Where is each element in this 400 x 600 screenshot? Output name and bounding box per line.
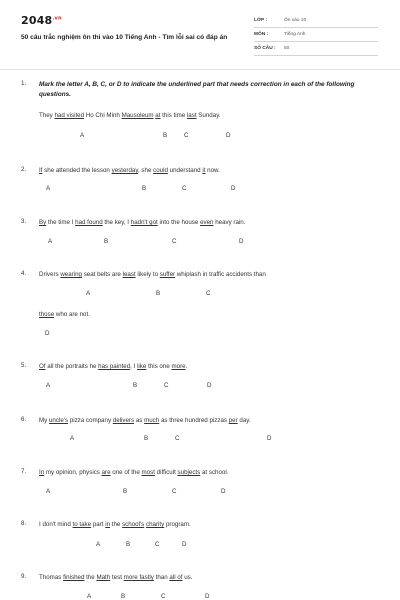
question-sentence [39, 573, 384, 582]
answer-option-d[interactable]: D [182, 541, 187, 548]
answer-option-d[interactable]: D [45, 330, 50, 337]
sentence-text: as three hundred pizzas [159, 417, 229, 424]
sentence-text: the key, I [102, 219, 131, 226]
question-number: 9. [21, 573, 27, 580]
underlined-part: at [155, 112, 161, 119]
underlined-part: could [153, 167, 168, 174]
question-sentence [39, 362, 384, 371]
answer-option-a[interactable]: A [48, 238, 53, 245]
sentence-text: test [110, 574, 124, 581]
sentence-text: us. [182, 574, 193, 581]
answer-option-c[interactable]: C [206, 290, 211, 297]
answer-option-b[interactable]: B [142, 185, 147, 192]
underlined-part: it [202, 167, 206, 174]
question-sentence [39, 468, 384, 477]
sentence-text: likely to [135, 271, 160, 278]
answer-option-a[interactable]: A [86, 290, 91, 297]
question-number: 1. [21, 80, 27, 87]
sentence-text: as [134, 417, 145, 424]
underlined-part: all of [169, 574, 183, 581]
question-sentence [39, 520, 384, 529]
sentence-text: into the house [157, 219, 201, 226]
underlined-part: By [39, 219, 47, 226]
sentence-text: all the portraits he [45, 363, 99, 370]
answer-option-b[interactable]: B [126, 541, 131, 548]
answer-option-d[interactable]: D [205, 593, 210, 600]
underlined-part: like [137, 363, 147, 370]
question-number: 3. [21, 218, 27, 225]
answer-option-d[interactable]: D [267, 435, 272, 442]
sentence-text: this one [146, 363, 172, 370]
question-sentence [39, 111, 384, 120]
underlined-part: those [39, 311, 55, 318]
question-sentence [39, 218, 384, 227]
underlined-part: last [186, 112, 197, 119]
sentence-text: Ho Chi Minh [84, 112, 122, 119]
sentence-text: than [153, 574, 170, 581]
underlined-part: per [228, 417, 238, 424]
sentence-text: My [39, 417, 49, 424]
question-number: 6. [21, 416, 27, 423]
answer-option-c[interactable]: C [182, 185, 187, 192]
answer-option-d[interactable]: D [226, 132, 231, 139]
underlined-part: If [39, 167, 43, 174]
answer-option-c[interactable]: C [184, 132, 189, 139]
underlined-part: much [144, 417, 160, 424]
answer-option-a[interactable]: A [80, 132, 85, 139]
answer-option-b[interactable]: B [133, 382, 138, 389]
underlined-part: Math [96, 574, 111, 581]
underlined-part: least [122, 271, 136, 278]
sentence-text: , she [137, 167, 154, 174]
underlined-part: school's [122, 521, 145, 528]
question-sentence [39, 416, 384, 425]
sentence-text: difficult [154, 469, 178, 476]
answer-option-a[interactable]: A [87, 593, 92, 600]
answer-option-c[interactable]: C [175, 435, 180, 442]
sentence-text: They [39, 112, 55, 119]
question-number: 4. [21, 270, 27, 277]
answer-option-b[interactable]: B [121, 593, 126, 600]
sentence-text: day. [237, 417, 251, 424]
sentence-text: one of the [110, 469, 142, 476]
sentence-text: this time [160, 112, 187, 119]
question-number: 2. [21, 166, 27, 173]
answer-option-c[interactable]: C [172, 488, 177, 495]
underlined-part: Of [39, 363, 46, 370]
answer-option-b[interactable]: B [123, 488, 128, 495]
question-instruction: Mark the letter A, B, C, or D to indicate the underlined part that needs correction in each of the following questions. [39, 81, 355, 98]
document-title: 50 câu trắc nghiệm ôn thi vào 10 Tiếng Anh - Tìm lỗi sai có đáp án [21, 34, 228, 41]
question-number: 7. [21, 468, 27, 475]
meta-label: LỚP : [254, 18, 268, 23]
sentence-text: part [91, 521, 106, 528]
underlined-part: subjects [177, 469, 201, 476]
answer-option-a[interactable]: A [46, 382, 51, 389]
sentence-text: heavy rain. [213, 219, 246, 226]
meta-row-class [254, 16, 378, 28]
answer-option-d[interactable]: D [239, 238, 244, 245]
underlined-part: uncle's [48, 417, 69, 424]
underlined-part: Mausoleum [121, 112, 154, 119]
answer-option-d[interactable]: D [221, 488, 226, 495]
meta-row-count [254, 44, 378, 56]
sentence-text: seat belts are [81, 271, 123, 278]
meta-label: MÔN : [254, 32, 269, 37]
answer-option-c[interactable]: C [172, 238, 177, 245]
sentence-text: now. [205, 167, 220, 174]
header-divider [0, 69, 400, 70]
underlined-part: had visited [54, 112, 85, 119]
sentence-text: the time I [46, 219, 76, 226]
answer-option-a[interactable]: A [46, 488, 51, 495]
underlined-part: more [171, 363, 186, 370]
underlined-part: delivers [112, 417, 135, 424]
question-sentence [39, 166, 384, 175]
underlined-part: charity [145, 521, 165, 528]
underlined-part: to take [72, 521, 92, 528]
sentence-text: Sunday. [196, 112, 221, 119]
answer-option-a[interactable]: A [46, 185, 51, 192]
underlined-part: finished [63, 574, 85, 581]
sentence-text: Drivers [39, 271, 61, 278]
underlined-part: most [141, 469, 155, 476]
sentence-text: Thomas [39, 574, 64, 581]
logo-suffix: .vn [52, 15, 62, 22]
underlined-part: In [39, 469, 45, 476]
meta-label: SỐ CÂU : [254, 46, 276, 51]
underlined-part: hadn't got [130, 219, 158, 226]
question-sentence [39, 270, 384, 279]
sentence-text: the [84, 574, 97, 581]
underlined-part: are [101, 469, 111, 476]
underlined-part: in [105, 521, 111, 528]
answer-option-a[interactable]: A [96, 541, 101, 548]
document-header [0, 0, 400, 66]
underlined-part: has painted [98, 363, 131, 370]
sentence-text: who are not. [54, 311, 90, 318]
logo-text: 2048 [21, 14, 53, 27]
answer-option-c[interactable]: C [161, 593, 166, 600]
answer-option-c[interactable]: C [155, 541, 160, 548]
sentence-text: , I [130, 363, 138, 370]
sentence-text: the [110, 521, 123, 528]
question-number: 8. [21, 520, 27, 527]
answer-option-b[interactable]: B [163, 132, 168, 139]
underlined-part: had found [75, 219, 103, 226]
sentence-text: understand [167, 167, 203, 174]
sentence-text: my opinion, physics [44, 469, 102, 476]
sentence-text: pizza company [68, 417, 113, 424]
site-logo[interactable] [21, 14, 62, 27]
sentence-text: whiplash in traffic accidents than [175, 271, 266, 278]
answer-option-c[interactable]: C [164, 382, 169, 389]
answer-option-d[interactable]: D [207, 382, 212, 389]
question-sentence [39, 310, 384, 319]
underlined-part: yesterday [111, 167, 138, 174]
answer-option-a[interactable]: A [70, 435, 75, 442]
underlined-part: suffer [159, 271, 176, 278]
question-number: 5. [21, 362, 27, 369]
underlined-part: more fastly [123, 574, 154, 581]
answer-option-b[interactable]: B [156, 290, 161, 297]
underlined-part: even [200, 219, 214, 226]
sentence-text: she attended the lesson [42, 167, 112, 174]
answer-option-b[interactable]: B [144, 435, 149, 442]
meta-row-subject [254, 30, 378, 42]
meta-value: Ôn vào 10 [284, 18, 307, 23]
sentence-text: . [185, 363, 188, 370]
underlined-part: wearing [60, 271, 82, 278]
sentence-text: I don't mind [39, 521, 73, 528]
answer-option-d[interactable]: D [231, 185, 236, 192]
sentence-text: program. [164, 521, 191, 528]
answer-option-b[interactable]: B [104, 238, 109, 245]
meta-value: 50 [284, 46, 290, 51]
sentence-text: at school. [200, 469, 229, 476]
meta-value: Tiếng Anh [284, 32, 306, 37]
